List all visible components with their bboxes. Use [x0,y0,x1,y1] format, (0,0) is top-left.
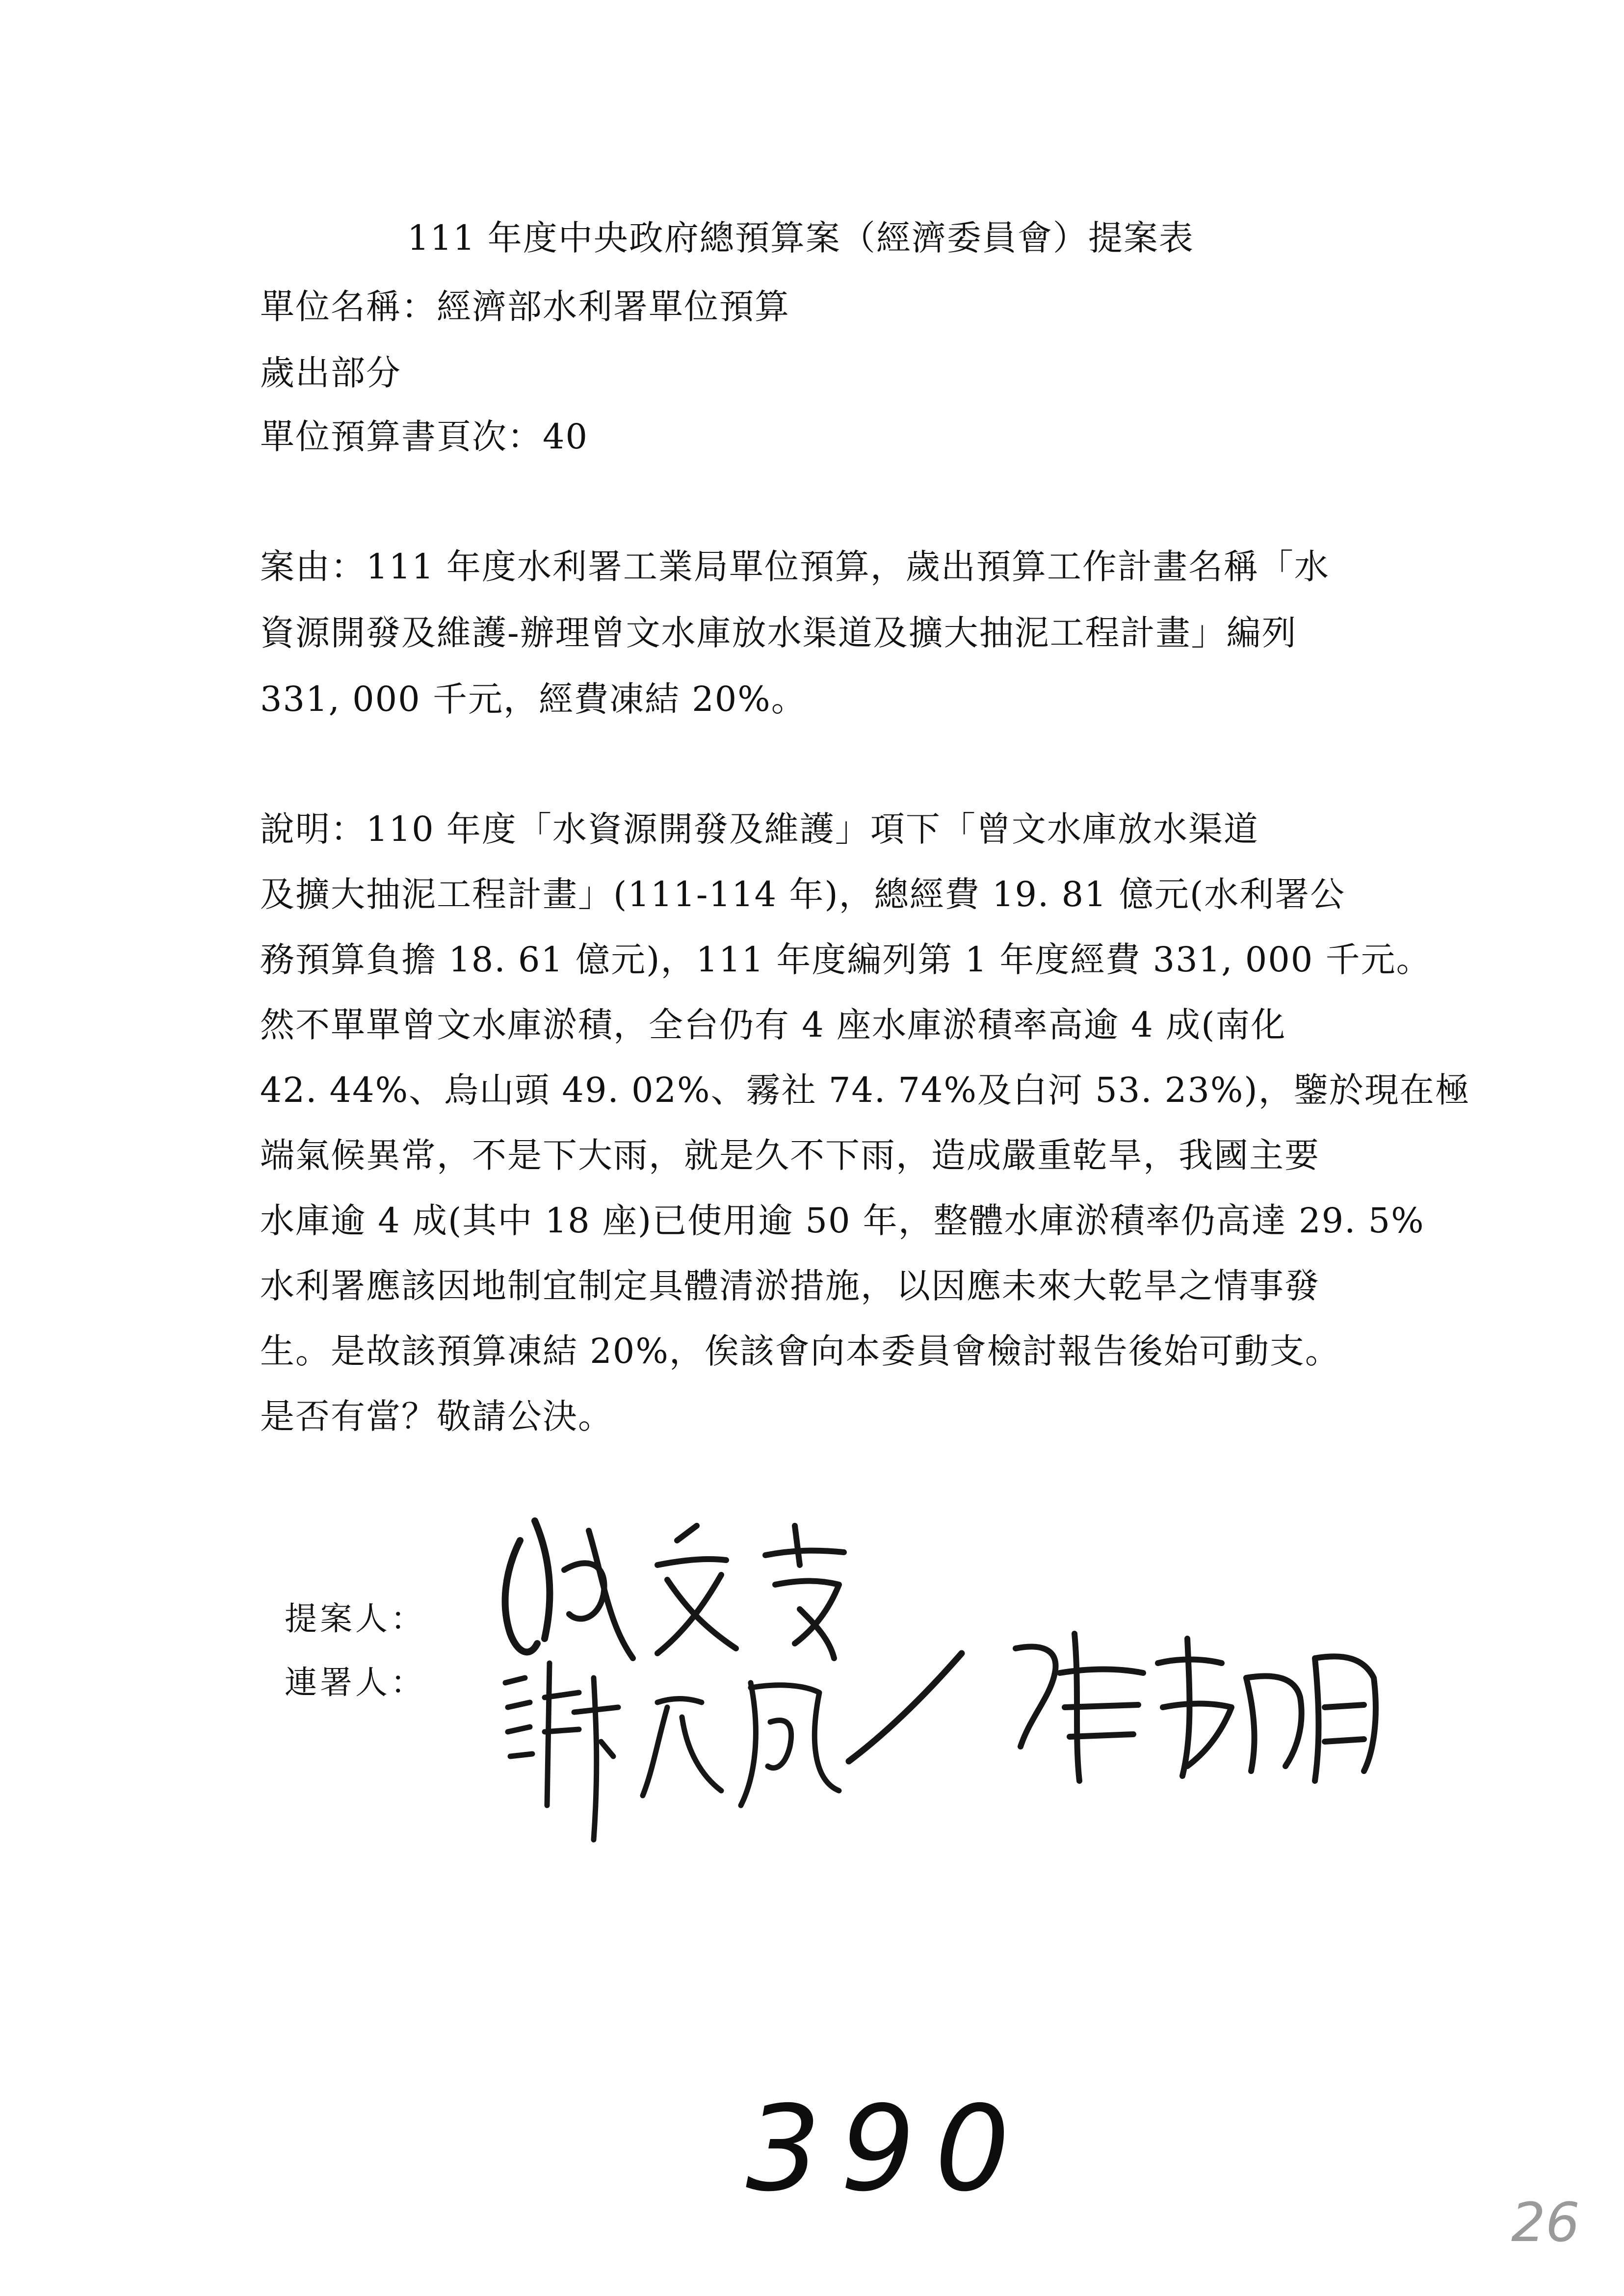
unit-name: 單位名稱：經濟部水利署單位預算 [260,287,790,327]
case-line: 資源開發及維護-辦理曾文水庫放水渠道及擴大抽泥工程計畫」編列 [260,613,1297,653]
explanation-line: 端氣候異常，不是下大雨，就是久不下雨，造成嚴重乾旱，我國主要 [260,1135,1320,1175]
explanation-line: 生。是故該預算凍結 20%，俟該會向本委員會檢討報告後始可動支。 [260,1331,1340,1371]
cosigner-label: 連署人： [285,1664,426,1701]
explanation-line: 然不單單曾文水庫淤積，全台仍有 4 座水庫淤積率高逾 4 成(南化 [260,1005,1286,1045]
proposer-label: 提案人： [285,1600,426,1638]
explanation-line: 務預算負擔 18. 61 億元)，111 年度編列第 1 年度經費 331, 000 千元。 [260,939,1432,980]
cosigner-signature [1001,1619,1393,1796]
page-number: 390 [746,2080,1030,2218]
explanation-line: 及擴大抽泥工程計畫」(111-114 年)，總經費 19. 81 億元(水利署公 [260,874,1346,914]
explanation-line: 水庫逾 4 成(其中 18 座)已使用逾 50 年，整體水庫淤積率仍高達 29. 5% [260,1200,1425,1241]
document-title: 111 年度中央政府總預算案（經濟委員會）提案表 [407,218,1194,258]
explanation-line: 42. 44%、烏山頭 49. 02%、霧社 74. 74%及白河 53. 23%)，鑒於現在極 [260,1070,1470,1110]
case-line: 案由：111 年度水利署工業局單位預算，歲出預算工作計畫名稱「水 [260,547,1330,587]
case-line: 331, 000 千元，經費凍結 20%。 [260,679,807,719]
explanation-line: 說明：110 年度「水資源開發及維護」項下「曾文水庫放水渠道 [260,809,1259,849]
cosigner-signature [496,1644,976,1854]
explanation-line: 是否有當？敬請公決。 [260,1396,613,1436]
section-label: 歲出部分 [260,353,401,393]
budget-page-ref: 單位預算書頁次：40 [260,417,589,457]
explanation-line: 水利署應該因地制宜制定具體清淤措施，以因應未來大乾旱之情事發 [260,1266,1320,1306]
corner-page-mark: 26 [1511,2191,1580,2254]
